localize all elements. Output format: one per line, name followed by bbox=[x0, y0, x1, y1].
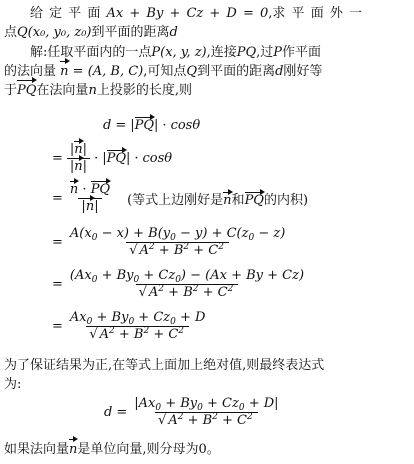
final-remark bbox=[4, 440, 220, 459]
conclusion-paragraph bbox=[4, 356, 410, 394]
point-q-2: Q bbox=[186, 64, 198, 79]
vector-pq: PQ bbox=[17, 83, 37, 98]
solution-text-1: 解:任取平面内的一点 bbox=[30, 45, 152, 60]
vector-n: n bbox=[60, 64, 69, 79]
solution-text-11: 上投影的长度,则 bbox=[96, 83, 192, 98]
intro-text-2: ,求 平 面 外 一 bbox=[268, 6, 362, 21]
solution-text-7: 到平面的距离 bbox=[197, 64, 276, 79]
solution-text-6: ,可知点 bbox=[143, 64, 187, 79]
derivation-line-2: = $\frac{|n|}{|n|}$ · |PQ| · cosθ bbox=[52, 142, 173, 174]
normal-symbol: n bbox=[88, 83, 97, 98]
point-q: Q(x₀, y₀, z₀) bbox=[17, 25, 92, 40]
intro-text-1: 给 定 平 面 bbox=[30, 6, 101, 21]
normal-vector-value: = (A, B, C) bbox=[72, 64, 144, 79]
segment-pq: PQ bbox=[236, 45, 257, 60]
distance-symbol: d bbox=[169, 25, 178, 40]
vector-n-final: n bbox=[69, 442, 78, 457]
derivation-line-3: = $\frac{n \cdot PQ}{|n|}$ (等式上边刚好是n和PQ的内积) bbox=[52, 182, 309, 214]
derivation-line-5: = $\frac{(Ax_0 + By_0 + Cz_0) - (Ax + By + Cz)}{√ A^2 + B^2 + C^2}$ bbox=[52, 268, 305, 300]
derivation-line-4: = $\frac{A(x_0 - x) + B(y_0 - y) + C(z_0 - z)}{√ A^2 + B^2 + C^2}$ bbox=[52, 226, 286, 258]
conclusion-text-2: 为: bbox=[4, 377, 22, 392]
point-p: P(x, y, z) bbox=[151, 45, 207, 60]
solution-text-5: 的法向量 bbox=[4, 64, 57, 79]
solution-text-4: 作平面 bbox=[282, 45, 322, 60]
solution-text-2: ,连接 bbox=[206, 45, 237, 60]
conclusion-text-1: 为了保证结果为正,在等式上面加上绝对值,则最终表达式 bbox=[4, 358, 325, 373]
solution-paragraph bbox=[4, 43, 410, 100]
intro-text-4: 到平面的距离 bbox=[91, 25, 170, 40]
derivation-line-6: = $\frac{Ax_0 + By_0 + Cz_0 + D}{√ A^2 + B^2 + C^2}$ bbox=[52, 310, 206, 342]
solution-text-8: 刚好等 bbox=[283, 64, 323, 79]
solution-text-10: 在法向量 bbox=[36, 83, 89, 98]
final-remark-text-1: 如果法向量 bbox=[4, 442, 70, 457]
solution-text-3: ,过 bbox=[256, 45, 274, 60]
point-p-2: P bbox=[273, 45, 283, 60]
intro-text-3: 点 bbox=[4, 25, 18, 40]
final-remark-text-2: 是单位向量,则分母为0。 bbox=[77, 442, 220, 457]
solution-text-9: 于 bbox=[4, 83, 18, 98]
inner-product-note: (等式上边刚好是n和PQ的内积) bbox=[127, 193, 309, 208]
distance-symbol-2: d bbox=[275, 64, 284, 79]
plane-equation: Ax + By + Cz + D = 0 bbox=[106, 6, 269, 21]
derivation-line-1: d = |PQ| · cosθ bbox=[103, 118, 201, 133]
intro-paragraph bbox=[4, 4, 410, 42]
final-formula: d = $\frac{|Ax_0 + By_0 + Cz_0 + D|}{√ A^2 + B^2 + C^2}$ bbox=[104, 396, 279, 428]
